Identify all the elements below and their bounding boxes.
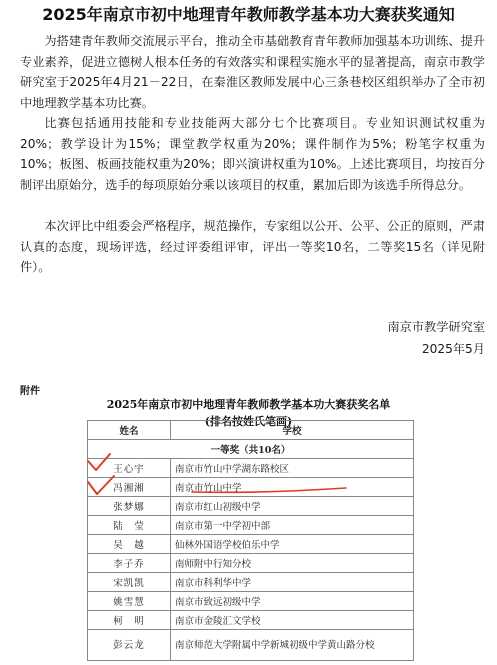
- winner-school: 仙林外国语学校伯乐中学: [171, 535, 414, 554]
- winner-school: 南京市红山初级中学: [171, 497, 414, 516]
- winner-name: 陆 莹: [88, 516, 171, 535]
- table-row: [88, 516, 414, 535]
- paragraph-rules: 比赛包括通用技能和专业技能两大部分七个比赛项目。专业知识测试权重为20%；教学设计为15%；课堂教学权重为20%；课件制作为5%；粉笔字权重为10%；板图、板画技能权重为20%；即兴演讲权重为10%。上述比赛项目，均按百分制评出原始分，选手的每项原始分乘以该项目的权重，累加后即为该选手所得总分。: [20, 116, 485, 192]
- winner-name: 张梦娜: [88, 497, 171, 516]
- winner-school: 南京市致远初级中学: [171, 592, 414, 611]
- attachment-label: 附件: [20, 386, 40, 397]
- winner-school: 南京市竹山中学湖东路校区: [171, 459, 414, 478]
- table-row: [88, 497, 414, 516]
- table-row: [88, 478, 414, 497]
- winner-school: 南师附中行知分校: [171, 554, 414, 573]
- table-row: [88, 535, 414, 554]
- signature-organization: 南京市教学研究室: [387, 320, 485, 334]
- notice-title: 2025年南京市初中地理青年教师教学基本功大赛获奖通知: [42, 5, 455, 24]
- winner-school: 南京师范大学附属中学新城初级中学黄山路分校: [171, 630, 414, 661]
- winner-name: 李子乔: [88, 554, 171, 573]
- winner-name: 姚雪慧: [88, 592, 171, 611]
- table-row: [88, 554, 414, 573]
- award-table: [87, 420, 414, 661]
- winner-name: 宋凯凯: [88, 573, 171, 592]
- winner-school: 南京市竹山中学: [171, 478, 414, 497]
- signature-date: 2025年5月: [421, 342, 485, 356]
- winner-name: 彭云龙: [88, 630, 171, 661]
- winner-name: 冯湘湘: [88, 478, 171, 497]
- table-row: [88, 459, 414, 478]
- winner-name: 柯 明: [88, 611, 171, 630]
- header-school: 学校: [171, 421, 414, 440]
- paragraph-intro: 为搭建青年教师交流展示平台，推动全市基础教育青年教师加强基本功训练、提升专业素养，促进立德树人根本任务的有效落实和课程实施水平的显著提高，南京市教学研究室于2025年4月21－22日，在秦淮区教师发展中心三条巷校区组织举办了全市初中地理教学基本功比赛。: [20, 34, 485, 110]
- winner-name: 王心宇: [88, 459, 171, 478]
- winner-name: 吴 越: [88, 535, 171, 554]
- winner-school: 南京市第一中学初中部: [171, 516, 414, 535]
- table-row: [88, 573, 414, 592]
- winner-school: 南京市科利华中学: [171, 573, 414, 592]
- winner-school: 南京市金陵汇文学校: [171, 611, 414, 630]
- category-row: [88, 440, 414, 459]
- paragraph-results: 本次评比中组委会严格程序，规范操作，专家组以公开、公平、公正的原则，严肃认真的态度，现场评选，经过评委组评审，评出一等奖10名，二等奖15名（详见附件）。: [20, 219, 485, 274]
- table-row: [88, 611, 414, 630]
- header-name: 姓名: [88, 421, 171, 440]
- category-label: 一等奖（共10名）: [88, 440, 414, 459]
- attachment-title: 2025年南京市初中地理青年教师教学基本功大赛获奖名单: [106, 398, 391, 411]
- table-row: [88, 630, 414, 661]
- table-row: [88, 592, 414, 611]
- table-header-row: [88, 421, 414, 440]
- attachment-subtitle: (排名按姓氏笔画): [204, 415, 293, 428]
